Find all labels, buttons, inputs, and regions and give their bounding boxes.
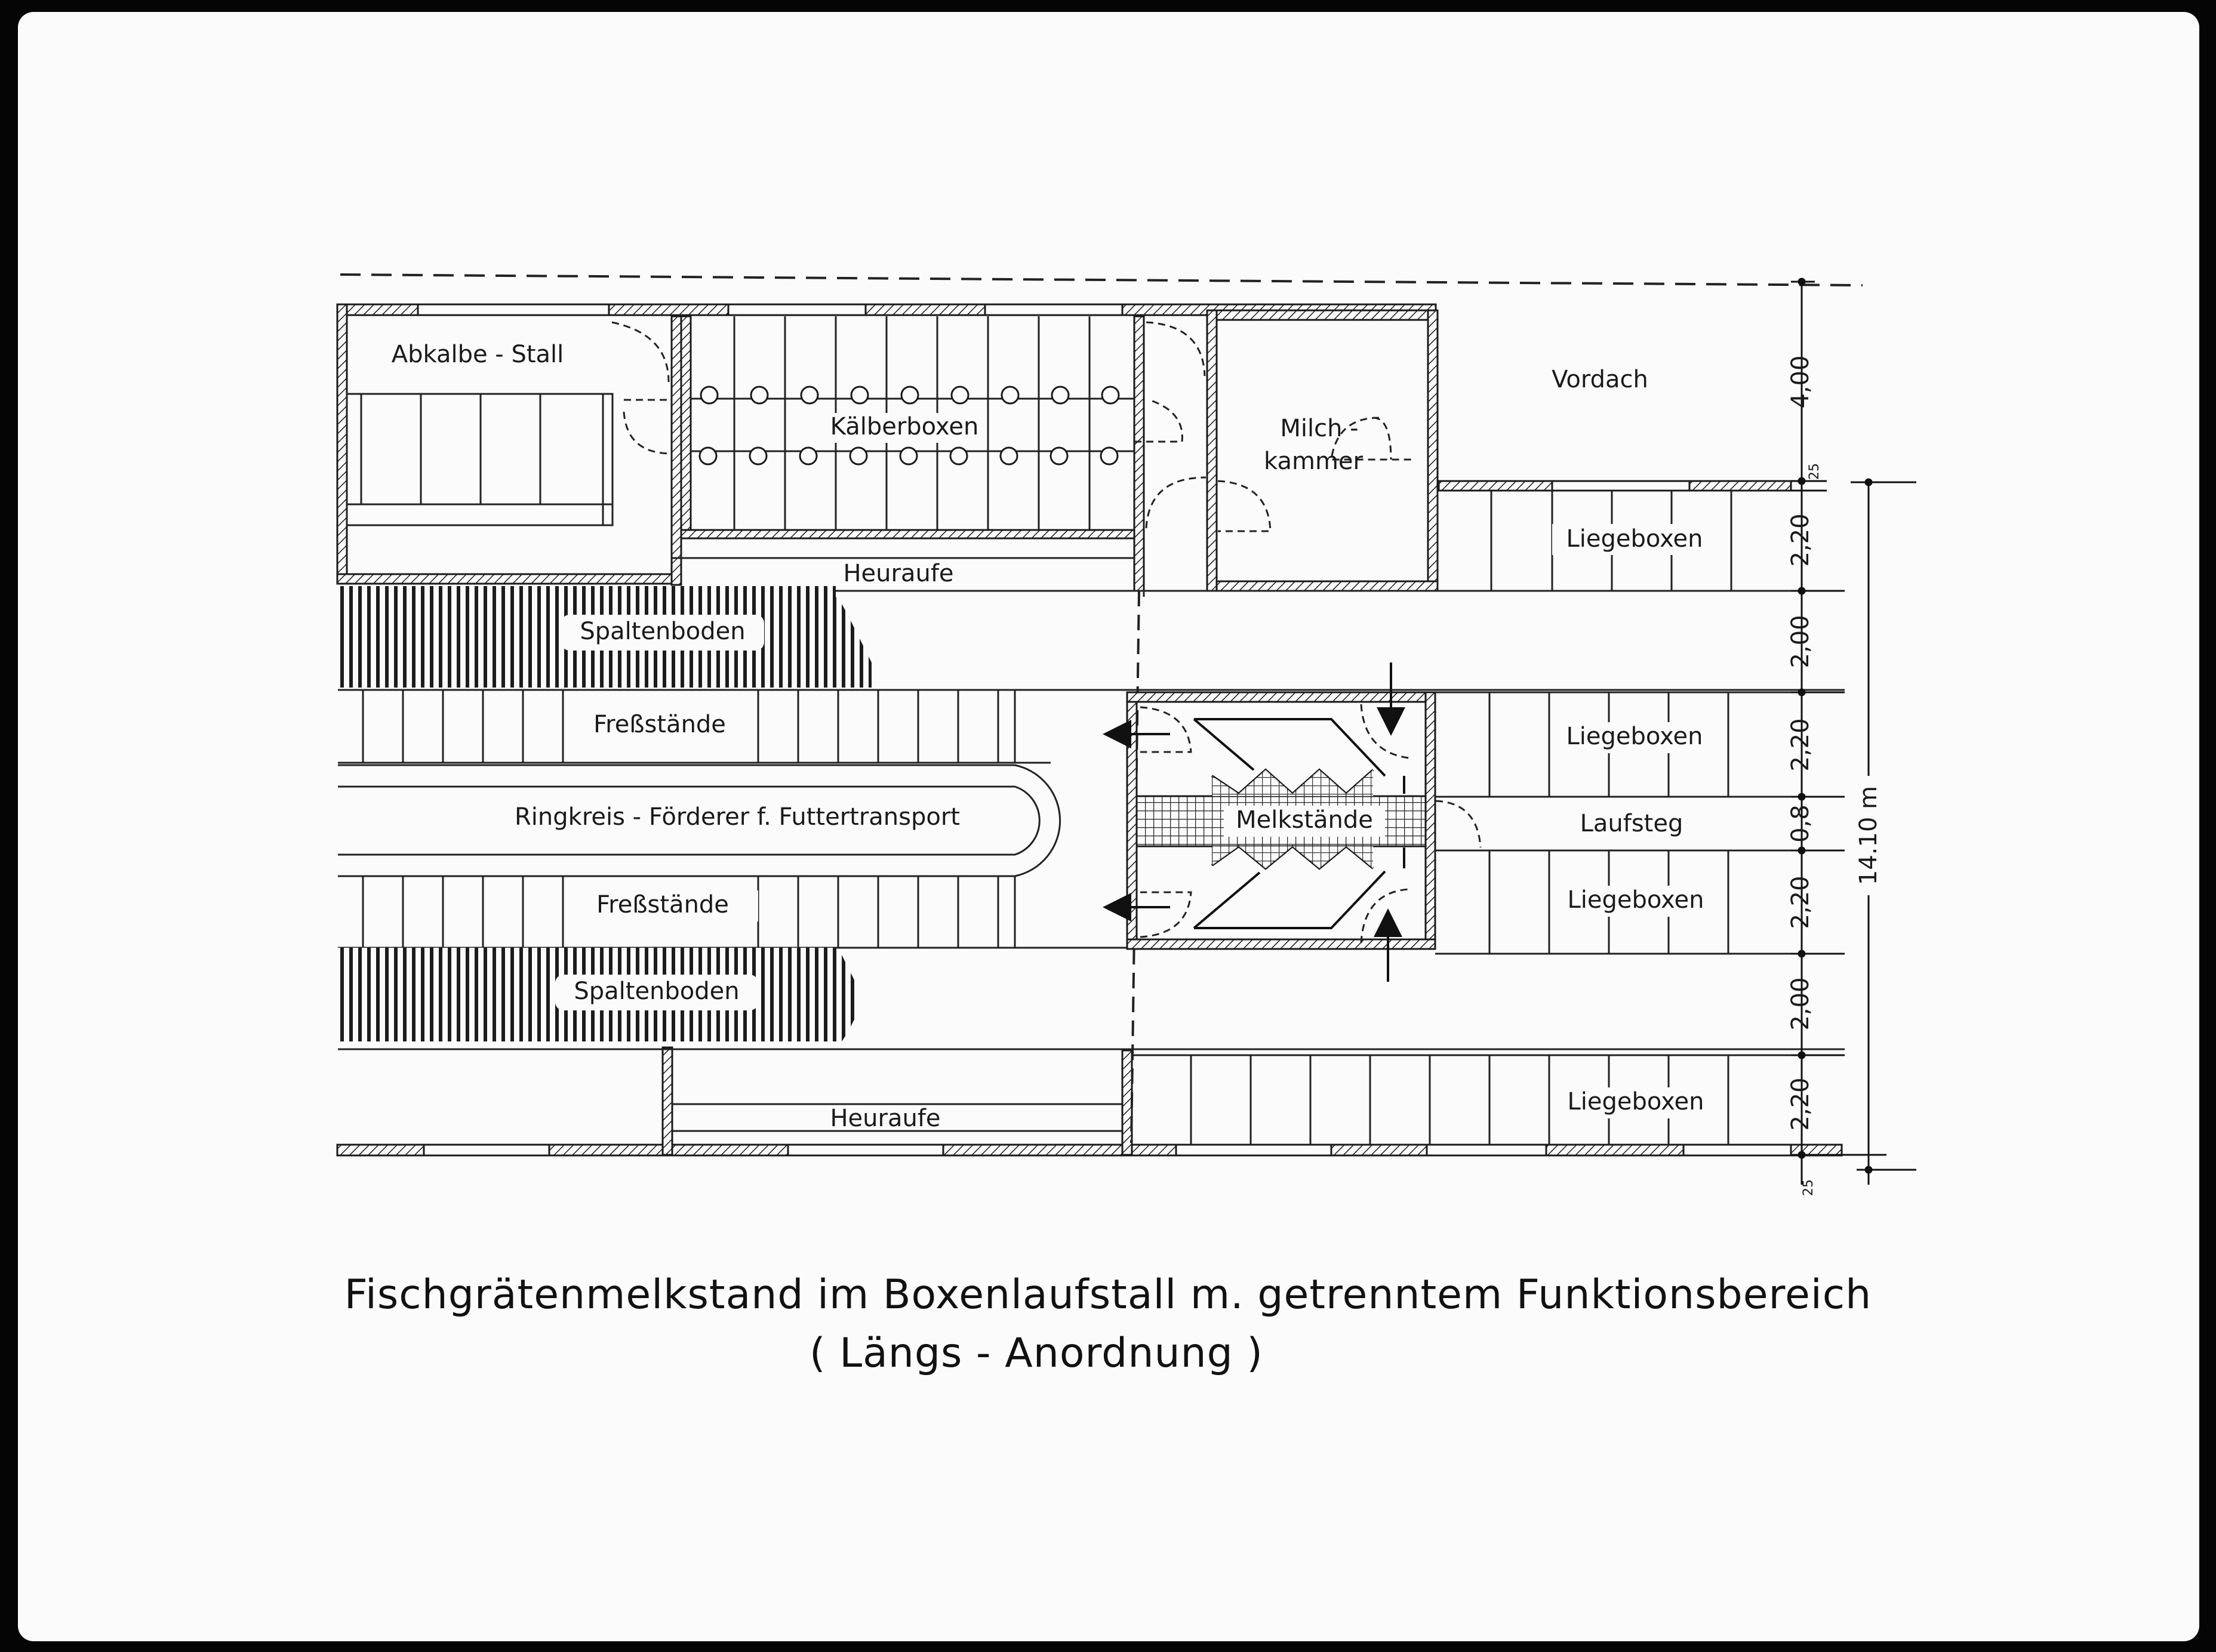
dim-4-00: 4,00 bbox=[1787, 355, 1814, 409]
dim-2-00-b: 2,00 bbox=[1787, 977, 1814, 1031]
label-kaelberboxen: Kälberboxen bbox=[830, 413, 979, 440]
label-milchkammer-line1: Milch - bbox=[1280, 415, 1359, 442]
dim-25-bottom: 25 bbox=[1801, 1179, 1816, 1196]
dim-2-20-a: 2,20 bbox=[1787, 513, 1814, 567]
dim-0-8: 0,8 bbox=[1787, 805, 1814, 843]
label-melkstaende: Melkstände bbox=[1236, 806, 1373, 834]
label-vordach: Vordach bbox=[1552, 366, 1648, 393]
label-liegeboxen-2: Liegeboxen bbox=[1566, 723, 1703, 750]
abkalbe-stall-room bbox=[347, 394, 613, 525]
label-liegeboxen-3: Liegeboxen bbox=[1567, 886, 1704, 914]
roof-outline-dashed bbox=[340, 275, 1863, 285]
label-abkalbe-stall: Abkalbe - Stall bbox=[391, 341, 564, 368]
label-fressstaende-top: Freßstände bbox=[593, 711, 726, 738]
label-liegeboxen-4: Liegeboxen bbox=[1567, 1088, 1704, 1115]
dim-2-20-b: 2,20 bbox=[1787, 718, 1814, 772]
kaelberboxen-room bbox=[612, 316, 1182, 591]
dim-25-top: 25 bbox=[1807, 463, 1822, 480]
caption-title: Fischgrätenmelkstand im Boxenlaufstall m. getrenntem Funktionsbereich bbox=[344, 1271, 1872, 1318]
label-spaltenboden-bottom: Spaltenboden bbox=[574, 978, 740, 1005]
label-ringkreis: Ringkreis - Förderer f. Futtertransport bbox=[515, 803, 960, 831]
caption-subtitle: ( Längs - Anordnung ) bbox=[810, 1330, 1263, 1377]
label-spaltenboden-top: Spaltenboden bbox=[580, 618, 746, 645]
label-heuraufe-bottom: Heuraufe bbox=[830, 1105, 941, 1132]
label-laufsteg: Laufsteg bbox=[1580, 810, 1683, 837]
label-milchkammer-line2: kammer bbox=[1264, 448, 1363, 475]
label-liegeboxen-1: Liegeboxen bbox=[1566, 525, 1703, 553]
label-heuraufe-top: Heuraufe bbox=[843, 560, 954, 587]
label-fressstaende-bottom: Freßstände bbox=[596, 891, 729, 919]
dim-2-00-a: 2,00 bbox=[1787, 615, 1814, 668]
dim-2-20-d: 2,20 bbox=[1787, 1077, 1814, 1131]
dim-total-width: 14.10 m bbox=[1855, 785, 1882, 886]
dim-2-20-c: 2,20 bbox=[1787, 876, 1814, 929]
